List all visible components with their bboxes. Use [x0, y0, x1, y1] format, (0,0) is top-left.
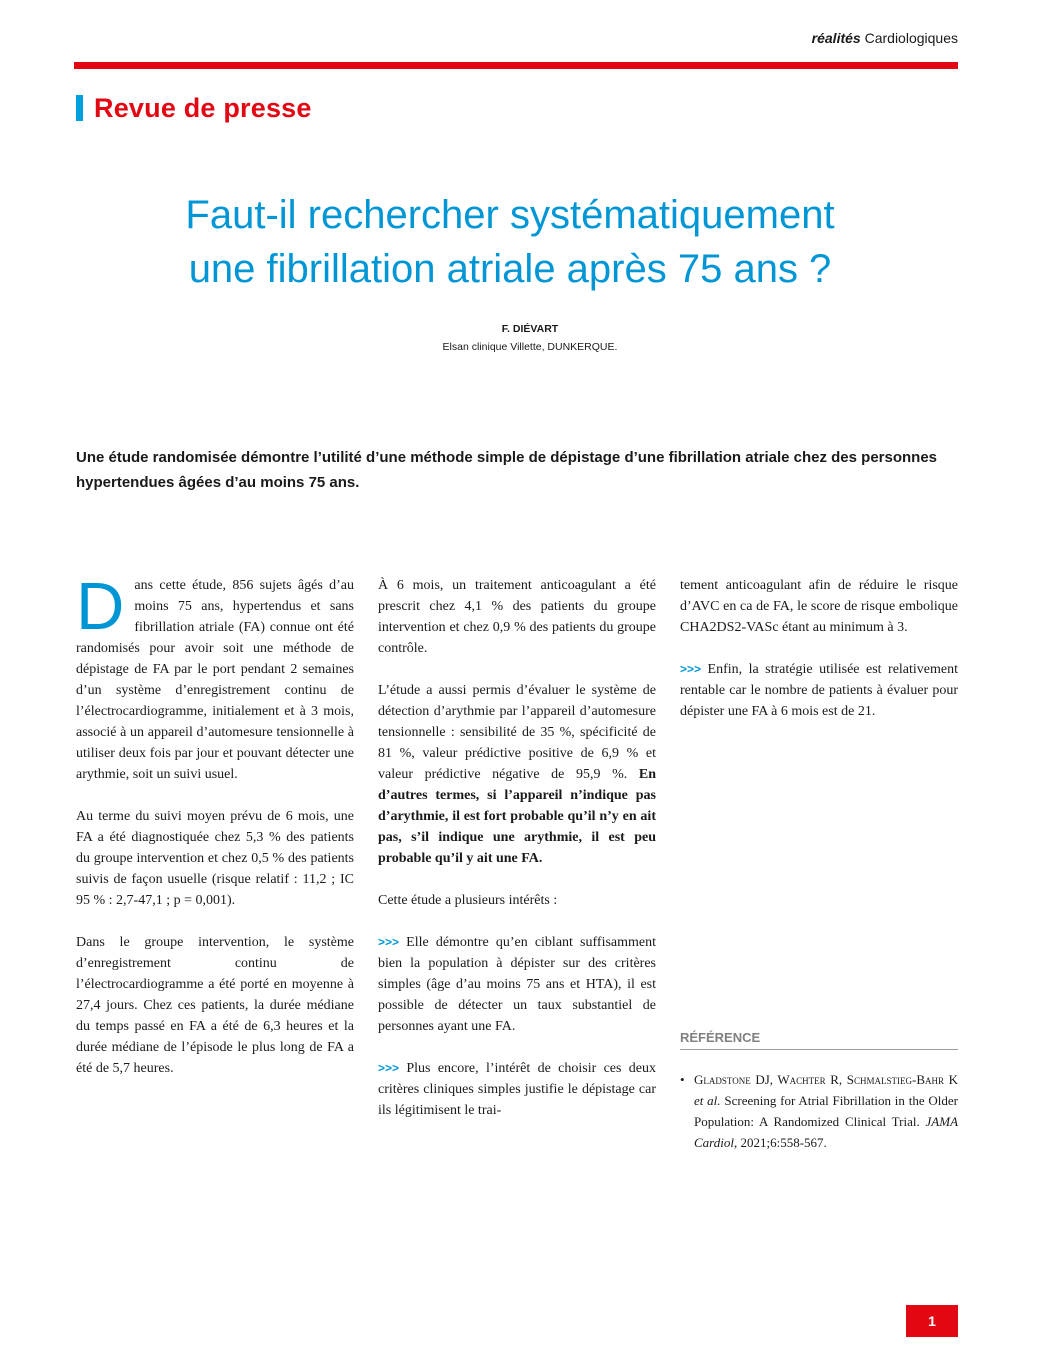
paragraph-text: ans cette étude, 856 sujets âgés d’au moins 75 ans, hypertendus et sans fibrillation atriale (FA) connue ont été randomisés pour avoir soit une méthode de dépistage de FA par le port pendant 2 semaines d’un système d’enregistrement continu de l’électrocardiogramme, initialement et à 3 mois, associé à un appareil d’automesure tensionnelle à utiliser deux fois par jour et pouvant détecter une arythmie, soit un suivi usuel. — [76, 578, 354, 782]
title-line-1: Faut-il rechercher systématiquement — [185, 193, 835, 237]
bullet-icon: • — [680, 1072, 685, 1087]
reference-text — [694, 1069, 958, 1153]
paragraph — [680, 659, 958, 722]
section-marker — [76, 95, 83, 121]
paragraph: Cette étude a plusieurs intérêts : — [378, 893, 558, 908]
paragraph — [378, 680, 656, 869]
arrows-icon: >>> — [378, 1061, 400, 1075]
page-number: 1 — [906, 1305, 958, 1337]
reference-authors: Gladstone DJ, Wachter R, Schmalstieg-Bahr K — [694, 1072, 958, 1087]
paragraph-text: Plus encore, l’intérêt de choisir ces deux critères cliniques simples justifie le dépistage car ils légitimisent le trai- — [378, 1061, 657, 1118]
reference-item — [680, 1069, 958, 1153]
paragraph — [378, 1058, 656, 1121]
paragraph — [378, 932, 656, 1037]
article-title — [60, 188, 960, 296]
paragraph: Dans le groupe intervention, le système d’enregistrement continu de l’électrocardiogramme a été porté en moyenne à 27,4 jours. Chez ces patients, la durée médiane du temps passé en FA a été de 6,3 heures et la durée médiane de l’épisode le plus long de FA a été de 5,7 heures. — [76, 935, 354, 1076]
column-2 — [378, 575, 656, 1142]
author: F. DIÉVART — [501, 323, 559, 335]
column-3 — [680, 575, 958, 743]
arrows-icon: >>> — [680, 662, 702, 676]
column-1 — [76, 569, 354, 1100]
reference-journal: JAMA Cardiol, — [694, 1114, 959, 1150]
paragraph-text: Enfin, la stratégie utilisée est relativement rentable car le nombre de patients à évaluer pour dépister une FA à 6 mois est de 21. — [680, 662, 958, 719]
reference-etal: et al. — [694, 1093, 721, 1108]
paragraph-text: Elle démontre qu’en ciblant suffisamment bien la population à dépister sur des critères simples (âge d’au moins 75 ans et HTA), il est possible de détecter un taux substantiel de personnes ayant une FA. — [378, 935, 656, 1034]
paragraph — [76, 569, 354, 785]
reference-heading: RÉFÉRENCE — [680, 1030, 761, 1045]
reference-citation: 2021;6:558-567. — [740, 1135, 827, 1150]
paragraph: Au terme du suivi moyen prévu de 6 mois, une FA a été diagnostiquée chez 5,3 % des patients du groupe intervention et chez 0,5 % des patients suivis de façon usuelle (risque relatif : 11,2 ; IC 95 % : 2,7-47,1 ; p = 0,001). — [76, 809, 354, 908]
reference-title: Screening for Atrial Fibrillation in the Older Population: A Randomized Clinical Trial. — [694, 1093, 959, 1129]
header-rule — [74, 62, 958, 69]
affiliation: Elsan clinique Villette, DUNKERQUE. — [442, 341, 618, 353]
paragraph-emphasis: En d’autres termes, si l’appareil n’indique pas d’arythmie, il est fort probable qu’il n’y en ait pas, s’il indique une arythmie, il est peu probable qu’il y ait une FA. — [378, 767, 657, 866]
drop-cap: D — [76, 569, 125, 644]
paragraph: tement anticoagulant afin de réduire le risque d’AVC en ca de FA, le score de risque embolique CHA2DS2-VASc étant au minimum à 3. — [680, 578, 958, 635]
journal-name — [812, 30, 958, 46]
paragraph-text: L’étude a aussi permis d’évaluer le système de détection d’arythmie par l’appareil d’automesure tensionnelle : sensibilité de 35 %, spécificité de 81 %, valeur prédictive positive de 6,9 % et valeur prédictive négative de 95,9 %. — [378, 683, 656, 782]
section-title: Revue de presse — [94, 92, 312, 123]
paragraph: À 6 mois, un traitement anticoagulant a été prescrit chez 4,1 % des patients du groupe intervention et chez 0,9 % des patients du groupe contrôle. — [378, 578, 656, 656]
section-header — [76, 93, 312, 123]
title-line-2: une fibrillation atriale après 75 ans ? — [188, 247, 832, 291]
journal-brand: réalités — [811, 30, 861, 46]
abstract-lead: Une étude randomisée démontre l’utilité d’une méthode simple de dépistage d’une fibrillation atriale chez des personnes hypertendues âgées d’au moins 75 ans. — [76, 449, 938, 491]
reference-divider — [680, 1049, 958, 1050]
arrows-icon: >>> — [378, 935, 400, 949]
journal-title: Cardiologiques — [864, 30, 958, 46]
